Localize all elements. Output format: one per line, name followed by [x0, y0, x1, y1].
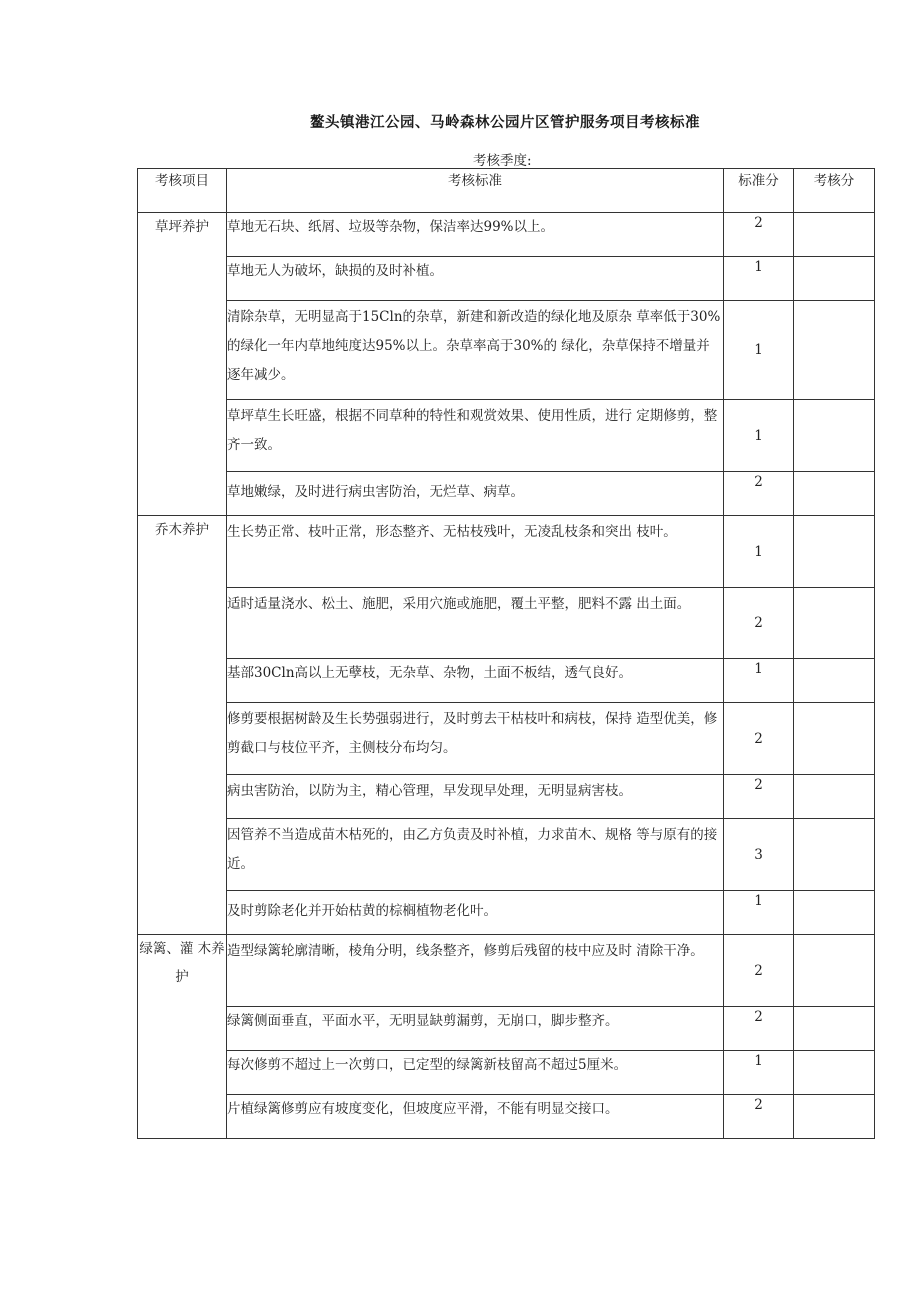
- evaluation-cell[interactable]: [794, 400, 875, 472]
- category-cell-trees: 乔木养护: [138, 516, 227, 935]
- evaluation-cell[interactable]: [794, 935, 875, 1007]
- evaluation-cell[interactable]: [794, 1007, 875, 1051]
- score-cell: 2: [724, 213, 794, 257]
- header-evaluation: 考核分: [794, 169, 875, 213]
- standard-cell: 草地嫩绿，及时进行病虫害防治，无烂草、病草。: [227, 472, 724, 516]
- category-cell-hedges: 绿篱、灌 木养护: [138, 935, 227, 1139]
- table-row: [138, 472, 875, 516]
- score-cell: 1: [724, 301, 794, 400]
- table-row: [138, 516, 875, 588]
- standard-cell: 基部30Cln高以上无孽枝，无杂草、杂物，土面不板结，透气良好。: [227, 659, 724, 703]
- standard-cell: 适时适量浇水、松土、施肥，采用穴施或施肥，覆土平整，肥料不露 出土面。: [227, 588, 724, 659]
- score-cell: 1: [724, 257, 794, 301]
- evaluation-cell[interactable]: [794, 588, 875, 659]
- table-row: [138, 213, 875, 257]
- score-cell: 1: [724, 891, 794, 935]
- assessment-table: [137, 168, 875, 1139]
- evaluation-cell[interactable]: [794, 257, 875, 301]
- score-cell: 1: [724, 400, 794, 472]
- standard-cell: 修剪要根据树龄及生长势强弱进行，及时剪去干枯枝叶和病枝，保持 造型优美，修剪截口与枝位平齐，主侧枝分布均匀。: [227, 703, 724, 775]
- standard-cell: 每次修剪不超过上一次剪口，已定型的绿篱新枝留高不超过5厘米。: [227, 1051, 724, 1095]
- evaluation-cell[interactable]: [794, 1095, 875, 1139]
- table-row: [138, 588, 875, 659]
- score-cell: 2: [724, 1095, 794, 1139]
- standard-cell: 生长势正常、枝叶正常，形态整齐、无枯枝残叶，无凌乱枝条和突出 枝叶。: [227, 516, 724, 588]
- standard-cell: 造型绿篱轮廓清晰，棱角分明，线条整齐，修剪后残留的枝中应及时 清除干净。: [227, 935, 724, 1007]
- category-cell-lawn: 草坪养护: [138, 213, 227, 516]
- table-row: [138, 891, 875, 935]
- document-title: 鳌头镇港江公园、马岭森林公园片区管护服务项目考核标准: [310, 115, 700, 131]
- evaluation-cell[interactable]: [794, 775, 875, 819]
- score-cell: 2: [724, 775, 794, 819]
- standard-cell: 草坪草生长旺盛，根据不同草种的特性和观赏效果、使用性质，进行 定期修剪，整齐一致。: [227, 400, 724, 472]
- table-row: [138, 775, 875, 819]
- score-cell: 2: [724, 1007, 794, 1051]
- score-cell: 1: [724, 1051, 794, 1095]
- table-row: [138, 257, 875, 301]
- standard-cell: 草地无石块、纸屑、垃圾等杂物，保洁率达99%以上。: [227, 213, 724, 257]
- score-cell: 2: [724, 472, 794, 516]
- standard-cell: 病虫害防治，以防为主，精心管理，早发现早处理，无明显病害枝。: [227, 775, 724, 819]
- header-row: [138, 169, 875, 213]
- standard-cell: 因管养不当造成苗木枯死的，由乙方负责及时补植，力求苗木、规格 等与原有的接近。: [227, 819, 724, 891]
- evaluation-cell[interactable]: [794, 703, 875, 775]
- table-row: [138, 819, 875, 891]
- table-row: [138, 400, 875, 472]
- table-row: [138, 703, 875, 775]
- evaluation-cell[interactable]: [794, 516, 875, 588]
- assessment-season-label: 考核季度:: [473, 153, 532, 169]
- table-row: [138, 1007, 875, 1051]
- evaluation-cell[interactable]: [794, 1051, 875, 1095]
- evaluation-cell[interactable]: [794, 301, 875, 400]
- evaluation-cell[interactable]: [794, 472, 875, 516]
- score-cell: 2: [724, 703, 794, 775]
- evaluation-cell[interactable]: [794, 891, 875, 935]
- table-row: [138, 659, 875, 703]
- header-item: 考核项目: [138, 169, 227, 213]
- score-cell: 1: [724, 516, 794, 588]
- standard-cell: 清除杂草，无明显高于15Cln的杂草，新建和新改造的绿化地及原杂 草率低于30%的绿化一年内草地纯度达95%以上。杂草率高于30%的 绿化，杂草保持不增量并逐年减少。: [227, 301, 724, 400]
- evaluation-cell[interactable]: [794, 659, 875, 703]
- evaluation-cell[interactable]: [794, 819, 875, 891]
- standard-cell: 及时剪除老化并开始枯黄的棕榈植物老化叶。: [227, 891, 724, 935]
- table-row: [138, 301, 875, 400]
- table-row: [138, 1051, 875, 1095]
- score-cell: 2: [724, 935, 794, 1007]
- standard-cell: 草地无人为破坏，缺损的及时补植。: [227, 257, 724, 301]
- table-row: [138, 1095, 875, 1139]
- table-row: [138, 935, 875, 1007]
- score-cell: 3: [724, 819, 794, 891]
- standard-cell: 绿篱侧面垂直，平面水平，无明显缺剪漏剪，无崩口，脚步整齐。: [227, 1007, 724, 1051]
- score-cell: 1: [724, 659, 794, 703]
- score-cell: 2: [724, 588, 794, 659]
- standard-cell: 片植绿篱修剪应有坡度变化，但坡度应平滑，不能有明显交接口。: [227, 1095, 724, 1139]
- evaluation-cell[interactable]: [794, 213, 875, 257]
- header-standard: 考核标准: [227, 169, 724, 213]
- header-score: 标准分: [724, 169, 794, 213]
